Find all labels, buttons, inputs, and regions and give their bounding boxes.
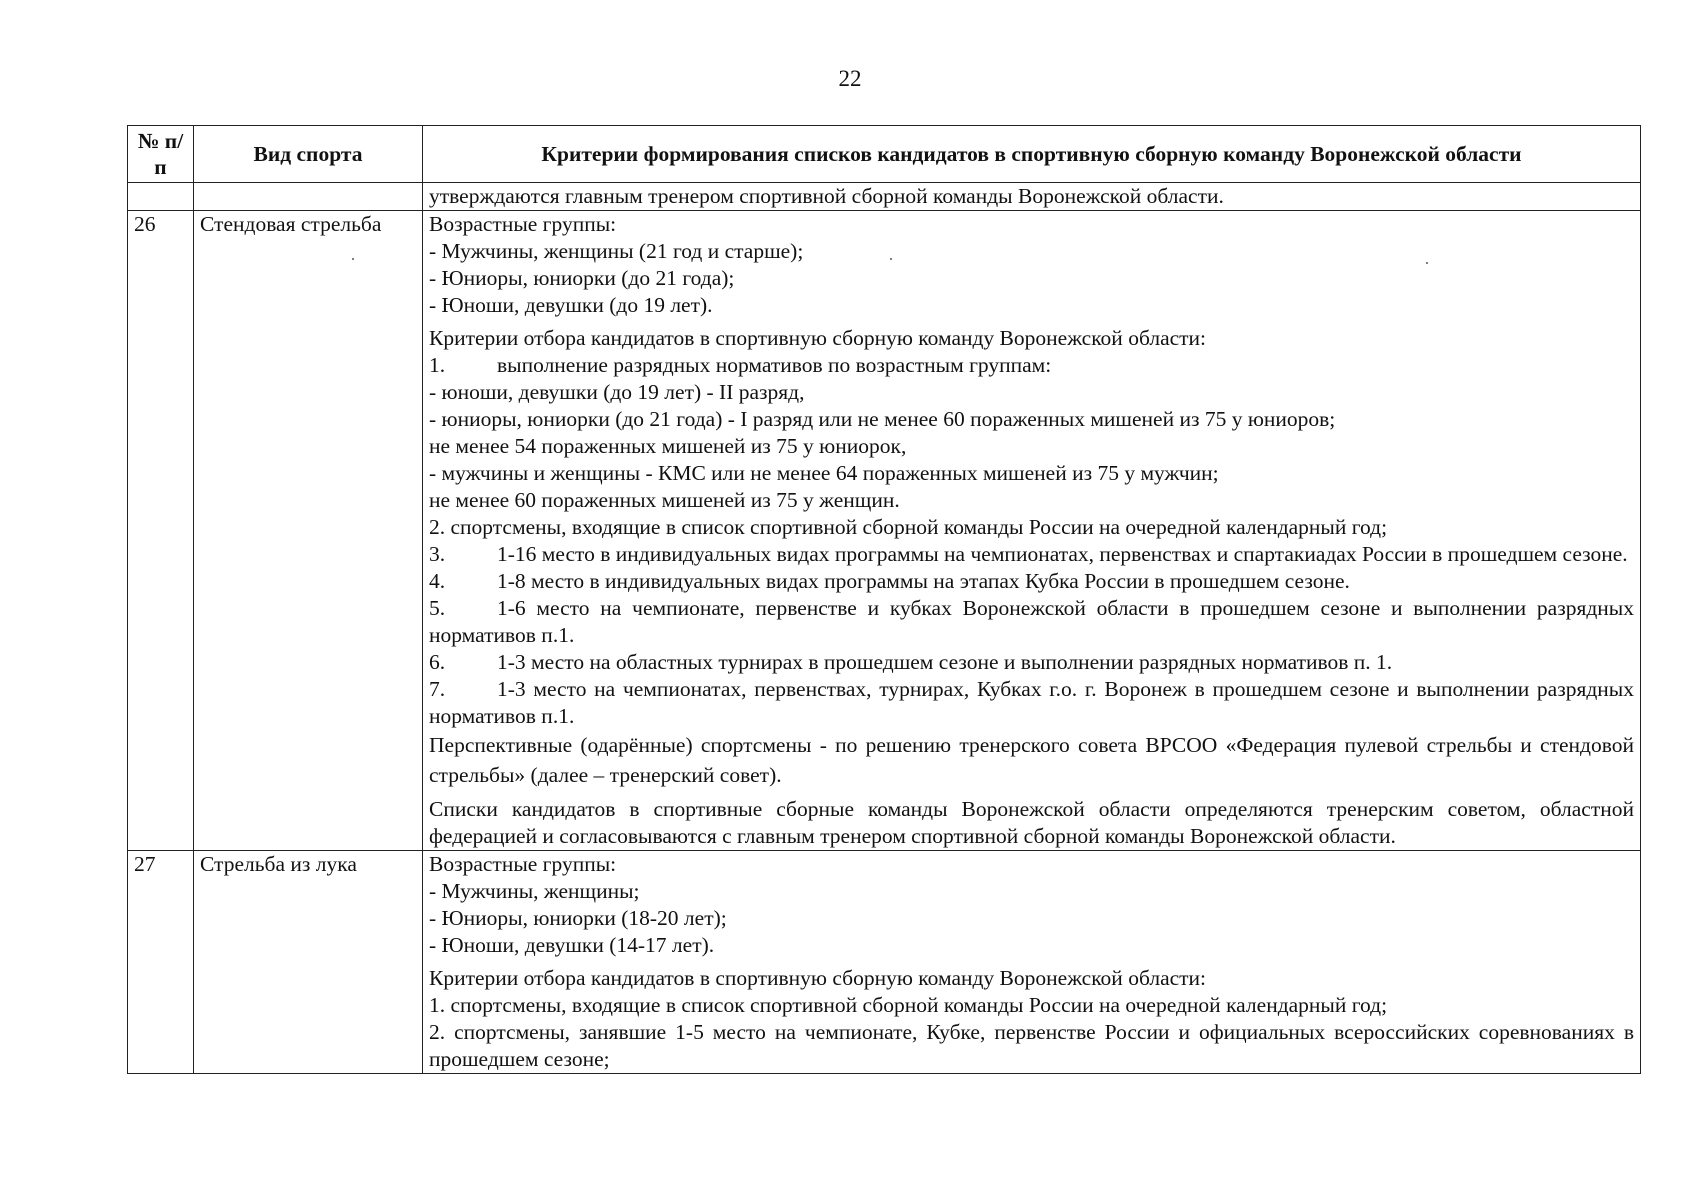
- age-groups-title: Возрастные группы:: [429, 852, 617, 876]
- criterion-item-6: [429, 649, 1634, 676]
- item-text: 1-3 место на областных турнирах в прошедшем сезоне и выполнении разрядных нормативов п. 1.: [497, 650, 1393, 674]
- item-text: 1-6 место на чемпионате, первенстве и кубках Воронежской области в прошедшем сезоне и выполнении разрядных нормативов п.1.: [429, 596, 1634, 647]
- header-sport: Вид спорта: [194, 126, 423, 183]
- criterion-item-1: [429, 352, 1634, 379]
- table-row-27: [128, 851, 1641, 1074]
- criterion-item-3: [429, 541, 1634, 568]
- continuation-text: утверждаются главным тренером спортивной сборной команды Воронежской области.: [423, 183, 1641, 211]
- norm-line: - юниоры, юниорки (до 21 года) - I разряд или не менее 60 пораженных мишеней из 75 у юниоров;: [429, 407, 1336, 431]
- header-num: № п/п: [128, 126, 194, 183]
- item-text: 1-3 место на чемпионатах, первенствах, турнирах, Кубках г.о. г. Воронеж в прошедшем сезоне и выполнении разрядных нормативов п.1.: [429, 677, 1634, 728]
- norm-line: не менее 54 пораженных мишеней из 75 у юниорок,: [429, 434, 907, 458]
- scan-speck: [890, 258, 892, 260]
- item-text: 1-16 место в индивидуальных видах программы на чемпионатах, первенствах и спартакиадах России в прошедшем сезоне.: [497, 542, 1628, 566]
- age-group: - Юноши, девушки (14-17 лет).: [429, 933, 715, 957]
- item-number: 3.: [429, 542, 446, 566]
- criterion-item-2: 2. спортсмены, занявшие 1-5 место на чемпионате, Кубке, первенстве России и официальных всероссийских соревнованиях в прошедшем сезоне;: [429, 1020, 1634, 1071]
- criteria-cell: [423, 211, 1641, 851]
- page-number: 22: [838, 66, 862, 91]
- table-row-continuation: [128, 183, 1641, 211]
- criterion-item-5: [429, 595, 1634, 649]
- perspective-athletes: Перспективные (одарённые) спортсмены - по решению тренерского совета ВРСОО «Федерация пулевой стрельбы и стендовой стрельбы» (далее – тренерский совет).: [429, 733, 1634, 787]
- table-row-26: [128, 211, 1641, 851]
- age-group: - Юноши, девушки (до 19 лет).: [429, 293, 713, 317]
- criteria-table: [127, 125, 1641, 1074]
- scan-speck: [1426, 262, 1428, 264]
- criterion-item-7: [429, 676, 1634, 730]
- norm-line: - юноши, девушки (до 19 лет) - II разряд,: [429, 380, 805, 404]
- item-text: 1-8 место в индивидуальных видах программы на этапах Кубка России в прошедшем сезоне.: [497, 569, 1350, 593]
- age-group: - Юниоры, юниорки (до 21 года);: [429, 266, 735, 290]
- norm-line: - мужчины и женщины - КМС или не менее 64 пораженных мишеней из 75 у мужчин;: [429, 461, 1219, 485]
- item-number: 1.: [429, 353, 446, 377]
- selection-title: Критерии отбора кандидатов в спортивную сборную команду Воронежской области:: [429, 326, 1207, 350]
- age-group: - Мужчины, женщины (21 год и старше);: [429, 239, 804, 263]
- criterion-item-2: 2. спортсмены, входящие в список спортивной сборной команды России на очередной календарный год;: [429, 515, 1388, 539]
- item-number: 6.: [429, 650, 446, 674]
- cell-num-empty: [128, 183, 194, 211]
- item-number: 5.: [429, 596, 446, 620]
- row-number: 27: [128, 851, 194, 1074]
- item-text: выполнение разрядных нормативов по возрастным группам:: [497, 353, 1052, 377]
- item-number: 7.: [429, 677, 446, 701]
- criterion-item-1: 1. спортсмены, входящие в список спортивной сборной команды России на очередной календарный год;: [429, 993, 1388, 1017]
- item-number: 4.: [429, 569, 446, 593]
- candidate-lists: Списки кандидатов в спортивные сборные команды Воронежской области определяются тренерским советом, областной федерацией и согласовываются с главным тренером спортивной сборной команды Воронежской области.: [429, 797, 1634, 848]
- selection-title: Критерии отбора кандидатов в спортивную сборную команду Воронежской области:: [429, 966, 1207, 990]
- header-criteria: Критерии формирования списков кандидатов в спортивную сборную команду Воронежской области: [423, 126, 1641, 183]
- sport-name: Стендовая стрельба: [194, 211, 423, 851]
- age-group: - Мужчины, женщины;: [429, 879, 640, 903]
- cell-sport-empty: [194, 183, 423, 211]
- scan-speck: [352, 258, 354, 260]
- row-number: 26: [128, 211, 194, 851]
- norm-line: не менее 60 пораженных мишеней из 75 у женщин.: [429, 488, 900, 512]
- criterion-item-4: [429, 568, 1634, 595]
- sport-name: Стрельба из лука: [194, 851, 423, 1074]
- table-header-row: [128, 126, 1641, 183]
- age-groups-title: Возрастные группы:: [429, 212, 617, 236]
- age-group: - Юниоры, юниорки (18-20 лет);: [429, 906, 727, 930]
- criteria-cell: [423, 851, 1641, 1074]
